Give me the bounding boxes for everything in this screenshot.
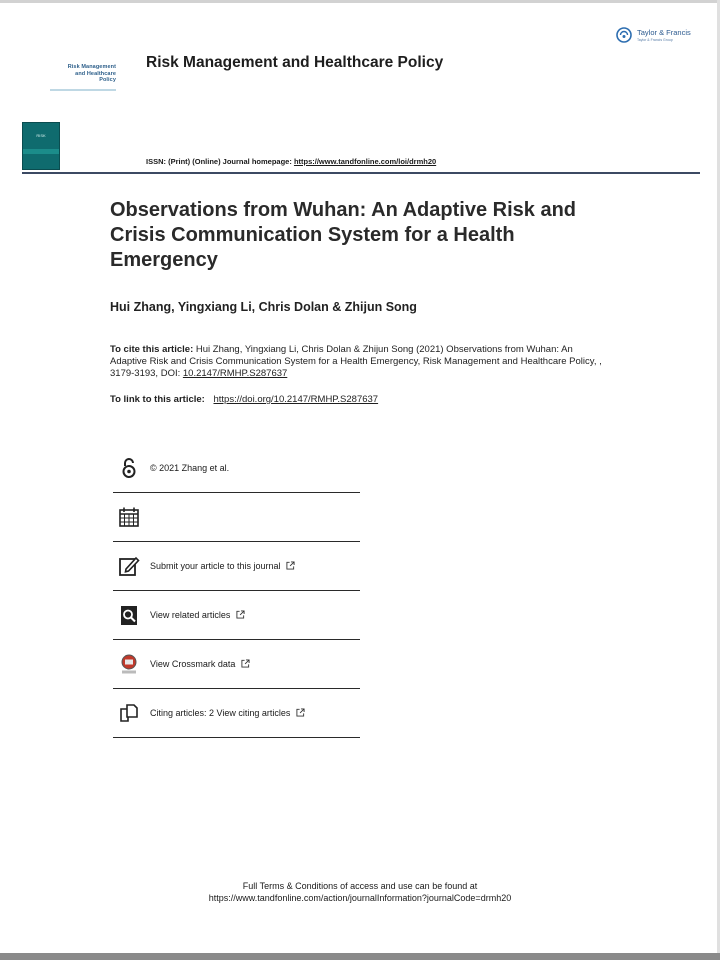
info-row-published [113,493,360,542]
journal-logo-rule [30,88,116,92]
publisher-logo[interactable] [616,27,706,49]
external-link-icon [286,561,295,570]
journal-title: Risk Management and Healthcare Policy [146,54,444,71]
info-row-submit[interactable] [113,542,360,591]
edit-document-icon [118,555,140,577]
citation-text: Hui Zhang, Yingxiang Li, Chris Dolan & Zhijun Song (2021) Observations from Wuhan: An Adaptive Risk and Crisis Communication System for a Health Emergency, Risk Management and Healthcare Policy, , 3179-3193, DOI: [110,344,602,379]
journal-logo-line: Policy [99,77,116,83]
info-row-crossmark[interactable] [113,640,360,689]
page-bottom-border [0,953,720,960]
crossmark-link[interactable] [150,658,250,670]
info-row-citing[interactable] [113,689,360,738]
crossmark-icon [118,653,140,675]
journal-logo-line: and Healthcare [75,70,116,77]
issn-label: ISSN: (Print) (Online) Journal homepage: [146,157,292,166]
related-articles-link[interactable] [150,609,245,621]
publisher-logo-icon [616,27,632,43]
citing-articles-link[interactable] [150,707,305,719]
journal-logo-text [30,64,116,84]
journal-cover-thumbnail[interactable] [22,122,60,170]
citing-articles-label: Citing articles: 2 View citing articles [150,708,291,718]
submit-article-link[interactable] [150,560,295,572]
page-top-border [0,0,720,3]
article-info-list [113,444,360,738]
related-articles-search-icon [118,604,140,626]
terms-footer-url[interactable]: https://www.tandfonline.com/action/journalInformation?journalCode=drmh20 [208,893,512,903]
article-title: Observations from Wuhan: An Adaptive Risk and Crisis Communication System for a Health Emergency [110,199,576,271]
open-access-lock-icon [118,457,140,479]
publisher-tagline: Taylor & Francis Group [637,38,673,42]
article-link-label: To link to this article: [110,394,205,405]
crossmark-label: View Crossmark data [150,659,236,669]
citation-doi-link[interactable]: 10.2147/RMHP.S287637 [182,368,288,379]
article-link-line [110,394,378,405]
related-articles-label: View related articles [150,610,231,620]
external-link-icon [241,659,250,668]
citation-block [110,344,610,380]
calendar-icon [118,506,140,528]
publisher-name: Taylor & Francis [637,28,691,37]
header-rule [22,172,700,174]
journal-logo-line: Risk Management [67,64,116,70]
external-link-icon [296,708,305,717]
external-link-icon [236,610,245,619]
copyright-text: © 2021 Zhang et al. [150,463,230,473]
journal-cover-stripe [23,149,59,154]
info-row-related[interactable] [113,591,360,640]
citing-articles-icon [118,702,140,724]
issn-line [146,157,436,166]
info-row-copyright [113,444,360,493]
submit-article-label: Submit your article to this journal [150,561,281,571]
article-doi-url[interactable]: https://doi.org/10.2147/RMHP.S287637 [213,394,379,405]
article-authors: Hui Zhang, Yingxiang Li, Chris Dolan & Zhijun Song [110,300,417,314]
terms-footer-text: Full Terms & Conditions of access and use can be found at [242,881,478,891]
citation-label: To cite this article: [110,344,194,355]
journal-cover-title: RISK [36,133,46,138]
journal-homepage-link[interactable]: https://www.tandfonline.com/loi/drmh20 [293,157,437,166]
terms-footer [110,880,610,904]
journal-logo-rule-graphic [30,88,116,92]
